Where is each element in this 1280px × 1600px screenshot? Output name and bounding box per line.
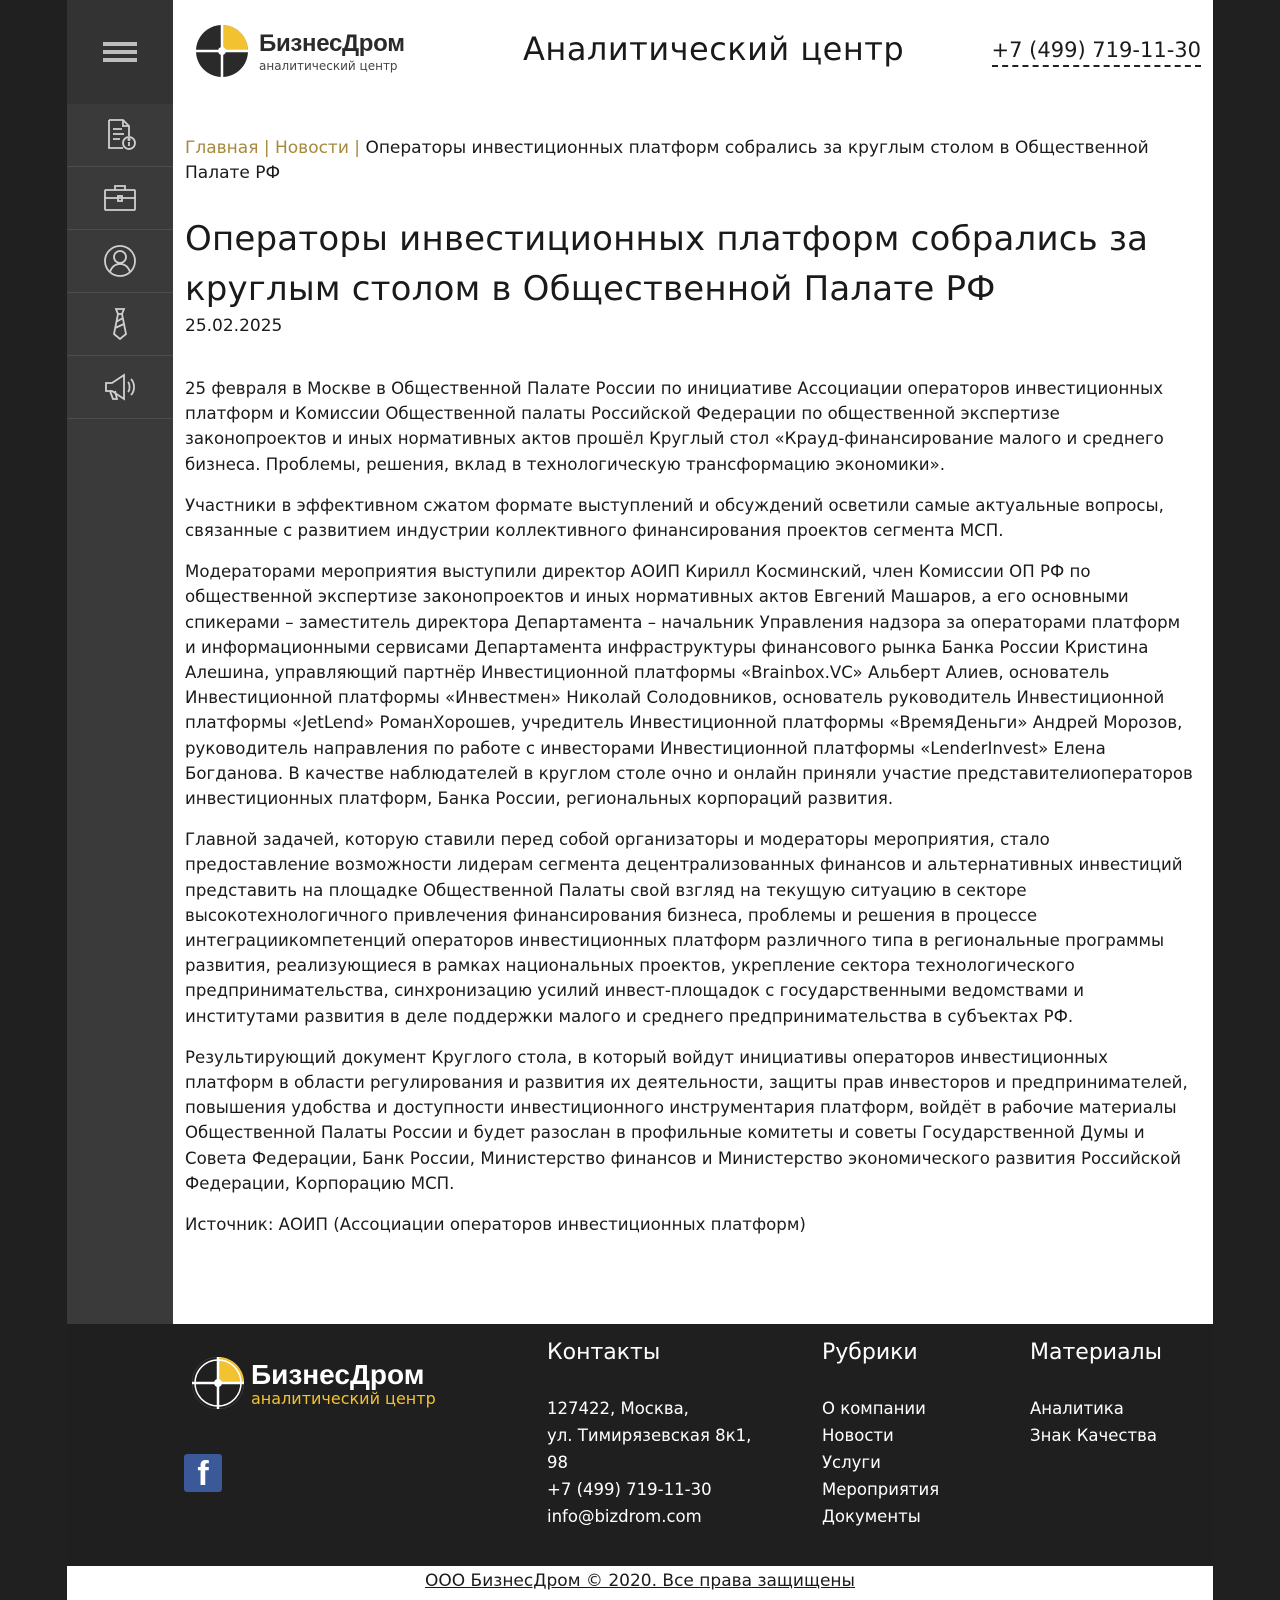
footer bbox=[67, 1324, 1213, 1566]
megaphone-icon bbox=[102, 369, 138, 405]
article-date: 25.02.2025 bbox=[185, 316, 283, 336]
article-paragraph: Участники в эффективном сжатом формате выступлений и обсуждений осветили самые актуальные вопросы, связанные с развитием индустрии коллективного финансирования проектов сегмента МСП. bbox=[185, 495, 1164, 541]
header-title: Аналитический центр bbox=[523, 30, 905, 68]
footer-link-services[interactable]: Услуги bbox=[822, 1453, 881, 1472]
footer-phone-link[interactable]: +7 (499) 719-11-30 bbox=[547, 1480, 712, 1499]
footer-materials-heading: Материалы bbox=[1030, 1340, 1162, 1365]
article-paragraph: 25 февраля в Москве в Общественной Палате России по инициативе Ассоциации операторов инвестиционных платформ и Комиссии Общественной палаты Российской Федерации по общественной экспертизе законопроектов и иных нормативных актов прошёл Круглый стол «Крауд-финансирование малого и среднего бизнеса. Проблемы, решения, вклад в технологическую трансформацию экономики». bbox=[185, 379, 1164, 474]
footer-address: 98 bbox=[547, 1453, 568, 1472]
footer-contacts bbox=[547, 1340, 767, 1530]
hamburger-icon bbox=[103, 41, 137, 63]
logo-icon bbox=[195, 24, 249, 78]
user-circle-icon bbox=[102, 243, 138, 279]
footer-link-quality-mark[interactable]: Знак Качества bbox=[1030, 1426, 1157, 1445]
sidebar-item-business[interactable] bbox=[67, 293, 173, 356]
article-paragraph: Главной задачей, которую ставили перед собой организаторы и модераторы мероприятия, стало предоставление возможности лидерам сегмента децентрализованных финансов и альтернативных инвестиций представить на площадке Общественной Палаты свой взгляд на текущую ситуацию в секторе высокотехнологичного привлечения финансирования бизнеса, проблемы и решения в процессе интеграциикомпетенций операторов инвестиционных платформ различного типа в региональные программы развития, реализующиеся в рамках национальных проектов, укрепление сектора технологического предпринимательства, синхронизацию усилий инвест-площадок с государственными ведомствами и институтами развития в деле поддержки малого и среднего предпринимательства в субъектах РФ. bbox=[185, 830, 1183, 1026]
article-title: Операторы инвестиционных платформ собрались за круглым столом в Общественной Палате РФ bbox=[185, 219, 1149, 309]
footer-link-events[interactable]: Мероприятия bbox=[822, 1480, 940, 1499]
main-content bbox=[185, 136, 1195, 1253]
facebook-icon[interactable]: f bbox=[184, 1454, 222, 1492]
footer-logo[interactable] bbox=[191, 1356, 436, 1410]
sidebar-item-events[interactable] bbox=[67, 356, 173, 419]
document-info-icon bbox=[102, 117, 138, 153]
footer-address: ул. Тимирязевская 8к1, bbox=[547, 1426, 752, 1445]
footer-logo-title: БизнесДром bbox=[251, 1358, 425, 1390]
breadcrumb-separator: | bbox=[258, 138, 275, 158]
breadcrumb-separator: | bbox=[348, 138, 366, 158]
header-phone-link[interactable]: +7 (499) 719-11-30 bbox=[992, 38, 1201, 67]
footer-email-link[interactable]: info@bizdrom.com bbox=[547, 1507, 702, 1526]
footer-address: 127422, Москва, bbox=[547, 1399, 689, 1418]
sidebar-item-about[interactable] bbox=[67, 230, 173, 293]
footer-logo-icon bbox=[191, 1356, 245, 1410]
breadcrumb-current: Операторы инвестиционных платформ собрались за круглым столом в Общественной Палате РФ bbox=[185, 138, 1149, 183]
site-logo[interactable] bbox=[195, 24, 405, 78]
breadcrumb-news[interactable]: Новости bbox=[274, 138, 349, 158]
article-paragraph: Результирующий документ Круглого стола, в который войдут инициативы операторов инвестиционных платформ в области регулирования и развития их деятельности, защиты прав инвесторов и предпринимателей, повышения удобства и доступности инвестиционного инструментария платформ, войдёт в рабочие материалы Общественной Палаты России и будет разослан в профильные комитеты и советы Государственной Думы и Совета Федерации, Банк России, Министерство финансов и Министерство экономического развития Российской Федерации, Корпорацию МСП. bbox=[185, 1047, 1188, 1193]
footer-rubrics bbox=[822, 1340, 939, 1530]
footer-link-documents[interactable]: Документы bbox=[822, 1507, 921, 1526]
briefcase-icon bbox=[102, 180, 138, 216]
footer-contacts-heading: Контакты bbox=[547, 1340, 661, 1365]
copyright-link[interactable]: ООО БизнесДром © 2020. Все права защищены bbox=[425, 1571, 855, 1591]
logo-title: БизнесДром bbox=[259, 29, 405, 57]
breadcrumb bbox=[185, 136, 1195, 186]
article-paragraph: Модераторами мероприятия выступили директор АОИП Кирилл Косминский, член Комиссии ОП РФ по общественной экспертизе законопроектов и иных нормативных актов Евгений Машаров, а его основными спикерами – заместитель директора Департамента – начальник Управления надзора за операторами платформ и информационными сервисами Департамента инфраструктуры финансового рынка Банка России Кристина Алешина, управляющий партнёр Инвестиционной платформы «Brainbox.VC» Альберт Алиев, основатель Инвестиционной платформы «Инвестмен» Николай Солодовников, основатель руководитель Инвестиционной платформы «JetLend» РоманХорошев, учредитель Инвестиционной платформы «ВремяДеньги» Андрей Морозов, руководитель направления по работе с инвесторами Инвестиционной платформы «LenderInvest» Елена Богданова. В качестве наблюдателей в круглом столе очно и онлайн приняли участие представителиоператоров инвестиционных платформ, Банка России, региональных корпораций развития. bbox=[185, 562, 1193, 809]
article-body bbox=[185, 376, 1195, 1237]
sidebar-item-services[interactable] bbox=[67, 167, 173, 230]
sidebar-item-documents[interactable] bbox=[67, 104, 173, 167]
footer-link-news[interactable]: Новости bbox=[822, 1426, 894, 1445]
footer-logo-subtitle: аналитический центр bbox=[251, 1388, 436, 1408]
header bbox=[173, 0, 1213, 104]
logo-subtitle: аналитический центр bbox=[259, 58, 398, 73]
copyright-bar bbox=[67, 1566, 1213, 1600]
sidebar bbox=[67, 0, 173, 1324]
breadcrumb-home[interactable]: Главная bbox=[185, 138, 259, 158]
footer-rubrics-heading: Рубрики bbox=[822, 1340, 918, 1365]
footer-link-about[interactable]: О компании bbox=[822, 1399, 926, 1418]
footer-link-analytics[interactable]: Аналитика bbox=[1030, 1399, 1124, 1418]
article-source: Источник: АОИП (Ассоциации операторов инвестиционных платформ) bbox=[185, 1215, 806, 1235]
menu-button[interactable] bbox=[67, 0, 173, 104]
tie-icon bbox=[102, 306, 138, 342]
footer-materials bbox=[1030, 1340, 1162, 1449]
